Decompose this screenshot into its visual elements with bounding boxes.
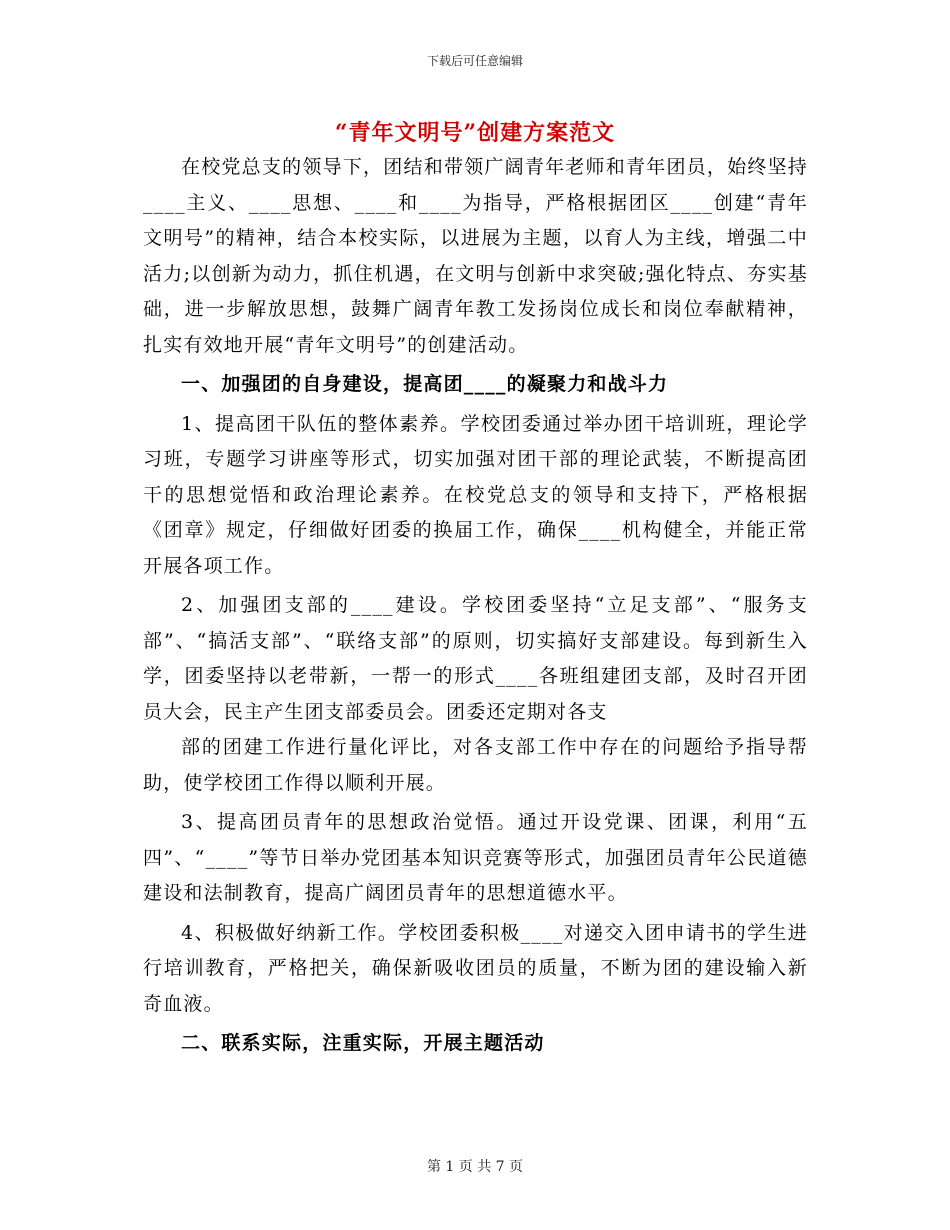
paragraph-1: 1、提高团干队伍的整体素养。学校团委通过举办团干培训班，理论学习班，专题学习讲座等形式，切实加强对团干部的理论武装，不断提高团干的思想觉悟和政治理论素养。在校党总支的领导和支持下，严格根据《团章》规定，仔细做好团委的换届工作，确保____机构健全，并能正常开展各项工作。: [143, 412, 808, 577]
section-heading-1: 一、加强团的自身建设，提高团____的凝聚力和战斗力: [181, 373, 669, 395]
paragraph-2b: 部的团建工作进行量化评比，对各支部工作中存在的问题给予指导帮助，使学校团工作得以顺利开展。: [143, 736, 808, 794]
document-title: “青年文明号”创建方案范文: [334, 120, 616, 146]
paragraph-4: 4、积极做好纳新工作。学校团委积极____对递交入团申请书的学生进行培训教育，严格把关，确保新吸收团员的质量，不断为团的建设输入新奇血液。: [143, 921, 808, 1015]
page-footer: 第 1 页 共 7 页: [426, 1159, 524, 1175]
paragraph-2a: 2、加强团支部的____建设。学校团委坚持“立足支部”、“服务支部”、“搞活支部”、“联络支部”的原则，切实搞好支部建设。每到新生入学，团委坚持以老带新，一帮一的形式____各班组建团支部，及时召开团员大会，民主产生团支部委员会。团委还定期对各支: [143, 594, 808, 723]
section-heading-2: 二、联系实际，注重实际，开展主题活动: [181, 1032, 545, 1054]
paragraph-3: 3、提高团员青年的思想政治觉悟。通过开设党课、团课，利用“五四”、“____”等节日举办党团基本知识竞赛等形式，加强团员青年公民道德建设和法制教育，提高广阔团员青年的思想道德水平。: [143, 811, 808, 904]
intro-paragraph: 在校党总支的领导下，团结和带领广阔青年老师和青年团员，始终坚持____主义、____思想、____和____为指导，严格根据团区____创建“青年文明号”的精神，结合本校实际，以进展为主题，以育人为主线，增强二中活力;以创新为动力，抓住机遇，在文明与创新中求突破;强化特点、夯实基础，进一步解放思想，鼓舞广阔青年教工发扬岗位成长和岗位奉献精神，扎实有效地开展“青年文明号”的创建活动。: [143, 156, 808, 356]
page-header: 下载后可任意编辑: [426, 54, 523, 68]
document-body: [143, 150, 808, 1066]
